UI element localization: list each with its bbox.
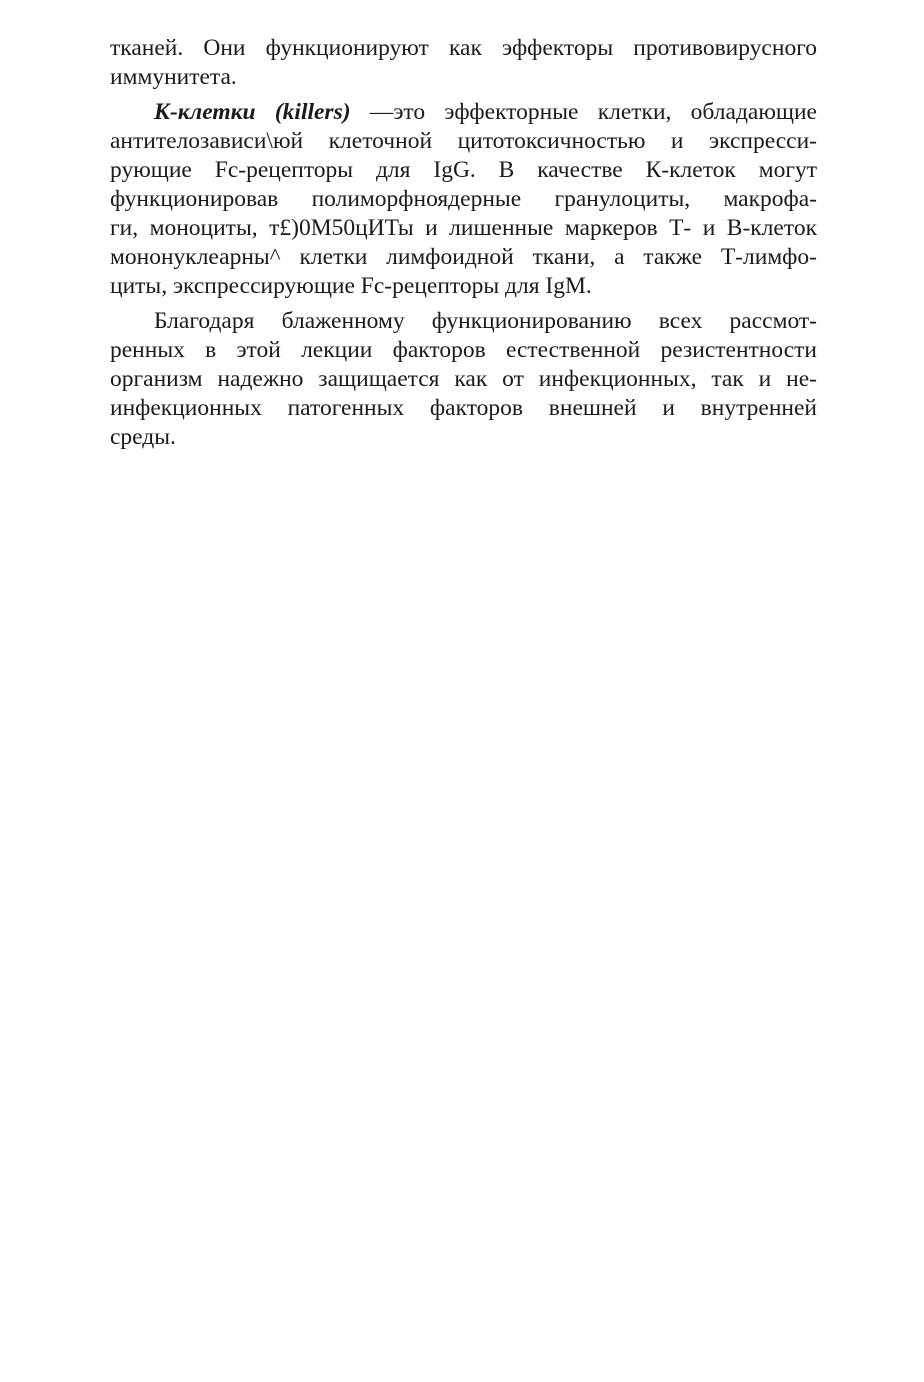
term-k-cells: К-клетки (killers) — [154, 99, 351, 125]
text-line: Благодаря блаженному функционированию всех рассмот- — [154, 308, 817, 334]
text-line: тканей. Они функционируют как эффекторы противовирусного — [110, 35, 817, 61]
text-line: функционировав полиморфноядерные гранулоциты, макрофа- — [110, 186, 817, 212]
text-line: ренных в этой лекции факторов естественной резистентности — [110, 337, 817, 363]
text-line: среды. — [110, 424, 176, 450]
paragraph-3 — [110, 307, 817, 452]
document-page — [110, 34, 817, 452]
text-line: организм надежно защищается как от инфекционных, так и не- — [110, 366, 817, 392]
text-line: иммунитета. — [110, 64, 237, 90]
paragraph-2 — [110, 98, 817, 301]
paragraph-1 — [110, 34, 817, 92]
text-line: ги, моноциты, т£)0М50цИТы и лишенные маркеров Т- и В-клеток — [110, 215, 817, 241]
text-line: антителозависи\юй клеточной цитотоксичностью и экспресси- — [110, 128, 817, 154]
text-fragment: —это эффекторные клетки, обладающие — [350, 99, 817, 125]
text-line: рующие Fc-рецепторы для IgG. В качестве К-клеток могут — [110, 157, 817, 183]
text-line: инфекционных патогенных факторов внешней и внутренней — [110, 395, 817, 421]
text-line: циты, экспрессирующие Fc-рецепторы для IgM. — [110, 273, 592, 299]
text-line — [110, 98, 817, 127]
text-line: мононуклеарны^ клетки лимфоидной ткани, а также Т-лимфо- — [110, 244, 817, 270]
